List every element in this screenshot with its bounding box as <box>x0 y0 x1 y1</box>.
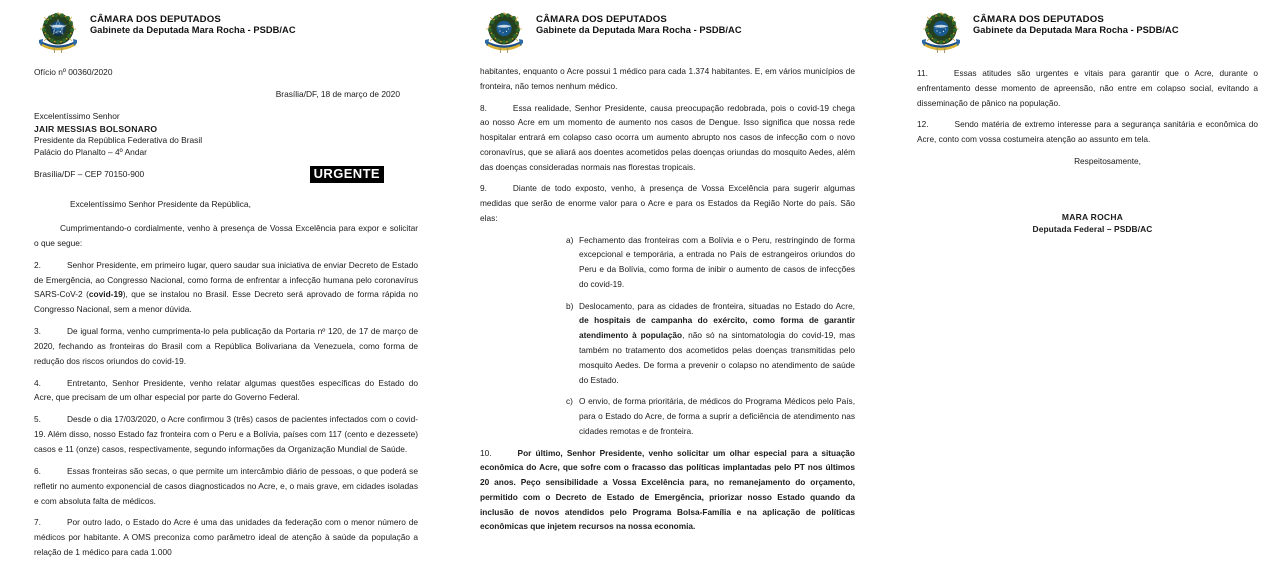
addressee-cep: Brasília/DF – CEP 70150-900 <box>34 169 145 180</box>
letterhead-institution: CÂMARA DOS DEPUTADOS <box>973 14 1104 25</box>
paragraph-10 <box>480 446 855 535</box>
list-marker: a) <box>566 234 574 245</box>
document-page-3 <box>885 0 1280 587</box>
letterhead-office: Gabinete da Deputada Mara Rocha - PSDB/AC <box>90 25 296 36</box>
letterhead-institution: CÂMARA DOS DEPUTADOS <box>90 14 221 25</box>
paragraph-number: 3. <box>34 326 41 337</box>
paragraph-text-emphasis: covid-19 <box>88 289 123 300</box>
paragraph-text: Cumprimentando-o cordialmente, venho à presença de Vossa Excelência para expor e solicitar o que segue: <box>34 223 418 248</box>
list-item-text: O envio, de forma prioritária, de médicos do Programa Médicos pelo País, para o Estado do Acre, de forma a suprir a deficiência de atendimento nas cidades remotas e de fronteira. <box>579 396 855 436</box>
signatory-name: MARA ROCHA <box>1061 211 1124 222</box>
paragraph-text: Por último, Senhor Presidente, venho solicitar um olhar especial para a situação econômica do Acre, que sofre com o fracasso das políticas implantadas pelo PT nos últimos 20 anos. Peço sensibilidade a Vossa Excelência para, no remanejamento do orçamento, permitido com o Decreto de Estado de Emergência, priorizar nosso Estado quando da inclusão de novos atendidos pelo Programa Bolsa-Família e na aplicação de políticas econômicas que injetem recursos na nossa economia. <box>480 447 855 532</box>
addressee-role: Presidente da República Federativa do Brasil <box>34 135 203 146</box>
list-item-c <box>480 394 855 438</box>
paragraph-11 <box>917 66 1258 110</box>
paragraph-text: Essas atitudes são urgentes e vitais para garantir que o Acre, durante o enfrentamento desse momento de apreensão, não entre em colapso social, evitando a disseminação de pânico na população. <box>917 68 1258 108</box>
closing-salutation: Respeitosamente, <box>1074 155 1141 166</box>
signatory-role: Deputada Federal – PSDB/AC <box>1032 223 1153 234</box>
suggested-measures-list <box>480 233 855 439</box>
addressee-address: Palácio do Planalto – 4º Andar <box>34 146 147 157</box>
letterhead-page-2 <box>480 0 855 56</box>
status-badge-urgente: URGENTE <box>310 166 384 183</box>
paragraph-7 <box>34 515 418 560</box>
letterhead-office: Gabinete da Deputada Mara Rocha - PSDB/AC <box>973 25 1179 36</box>
letterhead-text <box>973 9 1179 36</box>
salutation: Excelentíssimo Senhor Presidente da República, <box>70 199 251 210</box>
paragraph-text: Por outro lado, o Estado do Acre é uma das unidades da federação com o menor número de médicos por habitante. A OMS preconiza como parâmetro ideal de atenção à saúde da população a relação de 1 médico para cada 1.000 <box>34 517 418 558</box>
paragraph-6 <box>34 464 418 509</box>
brasao-republica-federativa-do-brasil-icon <box>917 9 965 57</box>
paragraph-number: 11. <box>917 68 928 78</box>
document-page-1 <box>0 0 440 587</box>
paragraph-text: Sendo matéria de extremo interesse para a segurança sanitária e econômica do Acre, conto com vossa costumeira atenção ao assunto em tela. <box>917 119 1258 145</box>
paragraph-number: 6. <box>34 465 41 476</box>
list-marker: b) <box>566 300 574 311</box>
letterhead-institution: CÂMARA DOS DEPUTADOS <box>536 14 667 25</box>
paragraph-number: 8. <box>480 102 487 113</box>
addressee-name: JAIR MESSIAS BOLSONARO <box>34 123 158 134</box>
paragraph-text: De igual forma, venho cumprimenta-lo pela publicação da Portaria nº 120, de 17 de março de 2020, fechando as fronteiras do Brasil com a República Bolivariana da Venezuela, como forma de redução dos riscos oriundos do covid-19. <box>34 326 418 366</box>
paragraph-text: Senhor Presidente, em primeiro lugar, quero saudar sua iniciativa de enviar Decreto de Estado de Emergência, ao Congresso Nacional, como forma de enfrentar a infecção humana pelo coronavírus SARS-CoV-2 (covid-19), que se instalou no Brasil. Esse Decreto será aprovado de forma rápida no Congresso Nacional, sem a menor dúvida. <box>34 259 418 315</box>
brasao-republica-federativa-do-brasil-icon <box>34 9 82 57</box>
paragraph-12 <box>917 117 1258 147</box>
paragraph-8 <box>480 101 855 175</box>
place-and-date: Brasília/DF, 18 de março de 2020 <box>275 88 400 99</box>
signature-block <box>917 211 1258 236</box>
addressee-block <box>34 111 418 159</box>
list-item-text-emphasis: de hospitais de campanha do exército, como forma de garantir atendimento à população <box>579 315 855 341</box>
paragraph-number: 12. <box>917 119 929 130</box>
list-item-text-after: , não só na sintomatologia do covid-19, mas também no tratamento dos acometidos pelas doenças transmitidas pelo mosquito Aedes. De forma a prevenir o colapso no atendimento de saúde do Estado. <box>579 330 855 385</box>
letterhead-text <box>90 9 296 36</box>
paragraph-number: 10. <box>480 447 492 458</box>
list-marker: c) <box>566 396 573 407</box>
oficio-number: Ofício nº 00360/2020 <box>34 67 113 77</box>
list-item-text-before: Deslocamento, para as cidades de fronteira, situadas no Estado do Acre, <box>579 300 855 311</box>
paragraph-9 <box>480 181 855 225</box>
document-page-2 <box>440 0 885 587</box>
paragraph-text: Essa realidade, Senhor Presidente, causa preocupação redobrada, pois o covid-19 chega ao nosso Acre em um momento de aumento nos casos de Dengue. Isso significa que nossa rede hospitalar entrará em colapso caso ocorra um aumento abrupto nos casos de infecção com o novo coronavírus, que se aliará aos doentes acometidos pelas doenças oriundas do mosquito Aedes, além das doenças consideradas normais nas florestas tropicais. <box>480 102 855 172</box>
paragraph-number: 4. <box>34 377 41 388</box>
letterhead-text <box>536 9 742 36</box>
letterhead-page-3 <box>917 0 1258 56</box>
paragraph-text: Diante de todo exposto, venho, à presença de Vossa Excelência para sugerir algumas medidas que serão de enorme valor para o Acre e para os Estados da Região Norte do país. São elas: <box>480 183 855 223</box>
paragraph-3 <box>34 324 418 369</box>
paragraph-text: Essas fronteiras são secas, o que permite um intercâmbio diário de pessoas, o que poderá se refletir no aumento exponencial de casos diagnosticados no Acre, e, o mais grave, em cidades isoladas e com absoluta falta de médicos. <box>34 465 418 506</box>
letterhead-page-1 <box>34 0 418 56</box>
paragraph-text: Desde o dia 17/03/2020, o Acre confirmou 3 (três) casos de pacientes infectados com o covid-19. Além disso, nosso Estado faz fronteira com o Peru e a Bolívia, países com 117 (cento e dezessete) casos e 11 (onze) casos, respectivamente, segundo informações da Organização Mundial de Saúde. <box>34 414 418 454</box>
paragraph-number: 5. <box>34 414 41 425</box>
list-item-text <box>579 299 855 388</box>
paragraph-continuation: habitantes, enquanto o Acre possui 1 médico para cada 1.374 habitantes. E, em vários municípios de fronteira, não temos nenhum médico. <box>480 66 855 91</box>
list-item-a <box>480 233 855 292</box>
paragraph-5 <box>34 412 418 457</box>
paragraph-opening <box>34 221 418 251</box>
paragraph-number: 9. <box>480 183 487 194</box>
paragraph-4 <box>34 376 418 406</box>
addressee-title: Excelentíssimo Senhor <box>34 110 120 121</box>
cep-and-urgent-row <box>34 166 418 183</box>
paragraph-text: Entretanto, Senhor Presidente, venho relatar algumas questões específicas do Estado do Acre, que precisam de um olhar especial por parte do Governo Federal. <box>34 377 418 403</box>
letterhead-office: Gabinete da Deputada Mara Rocha - PSDB/AC <box>536 25 742 36</box>
paragraph-number: 2. <box>34 259 41 270</box>
paragraph-number: 7. <box>34 517 41 528</box>
page-2-body <box>480 64 855 534</box>
list-item-b <box>480 299 855 388</box>
page-1-body <box>34 65 418 560</box>
paragraph-2 <box>34 258 418 317</box>
list-item-text: Fechamento das fronteiras com a Bolívia e o Peru, restringindo de forma excepcional e temporária, a entrada no País de estrangeiros oriundos do Peru e da Bolívia, como forma de inibir o aumento de casos de infecções do covid-19. <box>579 234 855 289</box>
brasao-republica-federativa-do-brasil-icon <box>480 9 528 57</box>
page-3-body <box>917 66 1258 235</box>
